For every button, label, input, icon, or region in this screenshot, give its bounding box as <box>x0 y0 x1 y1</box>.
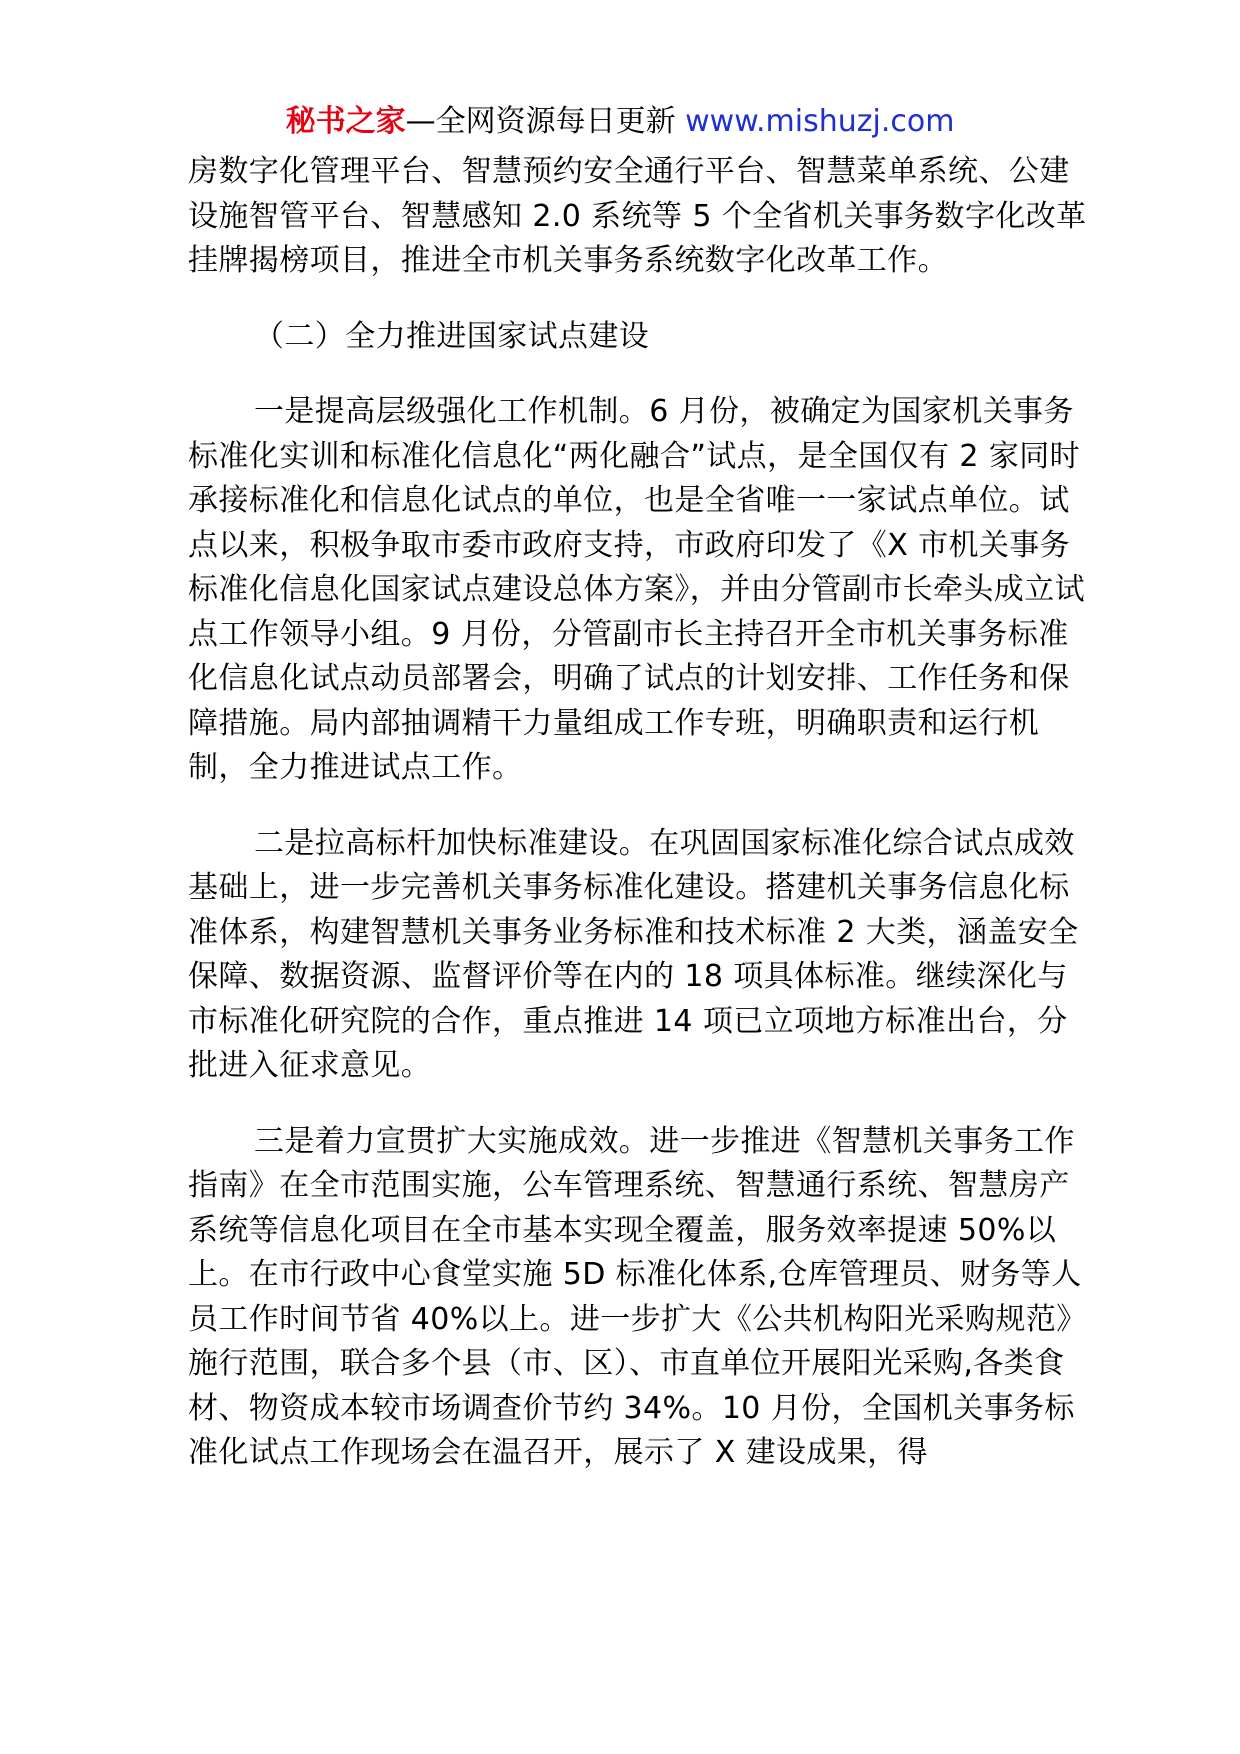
site-header <box>0 100 1240 144</box>
section-heading: （二）全力推进国家试点建设 <box>254 318 650 354</box>
continuation-paragraph: 房数字化管理平台、智慧预约安全通行平台、智慧菜单系统、公建设施智管平台、智慧感知 2.0 系统等 5 个全省机关事务数字化改革挂牌揭榜项目，推进全市机关事务系统数字化改革工作。 <box>188 154 1087 278</box>
body-paragraph-3: 三是着力宣贯扩大实施成效。进一步推进《智慧机关事务工作指南》在全市范围实施，公车管理系统、智慧通行系统、智慧房产系统等信息化项目在全市基本实现全覆盖，服务效率提速 50%以上。在市行政中心食堂实施 5D 标准化体系,仓库管理员、财务等人员工作时间节省 40%以上。进一步扩大《公共机构阳光采购规范》施行范围，联合多个县（市、区）、市直单位开展阳光采购,各类食材、物资成本较市场调查价节约 34%。10 月份，全国机关事务标准化试点工作现场会在温召开，展示了 X 建设成果，得 <box>188 1123 1087 1470</box>
document-body <box>188 150 1088 1476</box>
site-url-link[interactable]: www.mishuzj.com <box>685 104 955 139</box>
header-tagline: —全网资源每日更新 <box>405 104 686 139</box>
brand-name: 秘书之家 <box>285 104 406 139</box>
body-paragraph-2: 二是拉高标杆加快标准建设。在巩固国家标准化综合试点成效基础上，进一步完善机关事务标准化建设。搭建机关事务信息化标准体系，构建智慧机关事务业务标准和技术标准 2 大类，涵盖安全保障、数据资源、监督评价等在内的 18 项具体标准。继续深化与市标准化研究院的合作，重点推进 14 项已立项地方标准出台，分批进入征求意见。 <box>188 825 1079 1083</box>
body-paragraph-1: 一是提高层级强化工作机制。6 月份，被确定为国家机关事务标准化实训和标准化信息化“两化融合”试点，是全国仅有 2 家同时承接标准化和信息化试点的单位，也是全省唯一一家试点单位。试点以来，积极争取市委市政府支持，市政府印发了《X 市机关事务标准化信息化国家试点建设总体方案》，并由分管副市长牵头成立试点工作领导小组。9 月份，分管副市长主持召开全市机关事务标准化信息化试点动员部署会，明确了试点的计划安排、工作任务和保障措施。局内部抽调精干力量组成工作专班，明确职责和运行机制，全力推进试点工作。 <box>188 394 1085 785</box>
